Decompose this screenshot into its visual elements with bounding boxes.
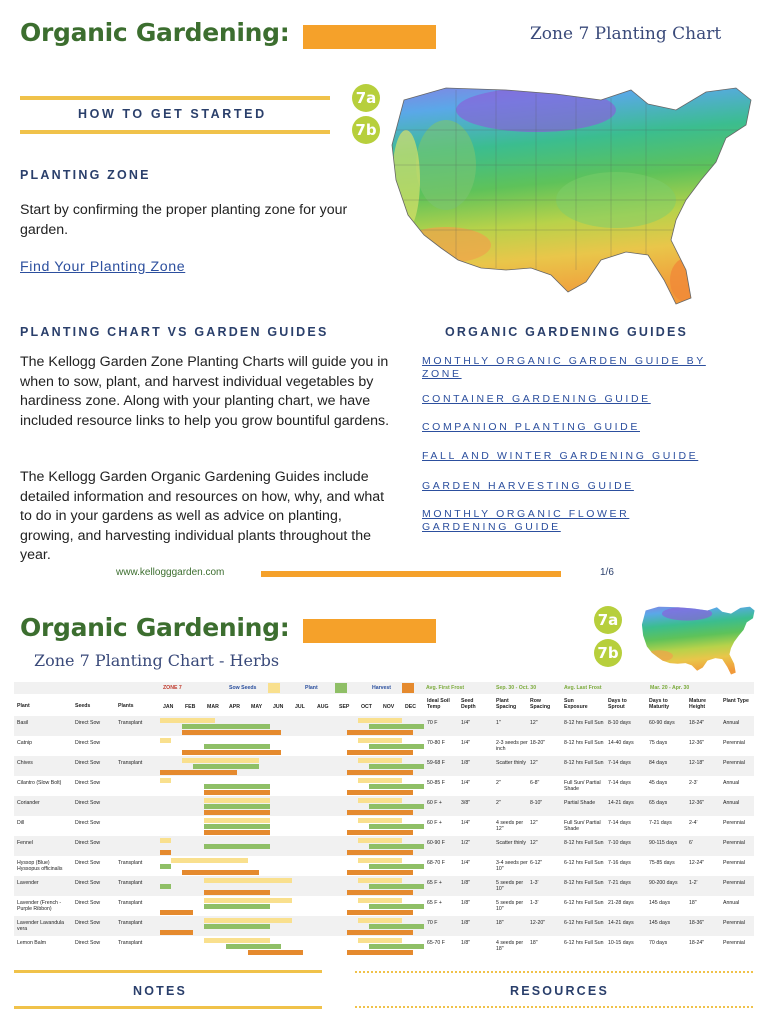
- cell-row: 8-10": [530, 800, 543, 806]
- cell-maturity: 60-90 days: [649, 720, 675, 726]
- legend-plant-swatch: [335, 683, 347, 693]
- cell-sprout: 7-10 days: [608, 840, 631, 846]
- plant-bar: [369, 944, 424, 949]
- cell-type: Annual: [723, 720, 740, 726]
- cell-row: 12": [530, 840, 538, 846]
- table-row: [14, 916, 754, 936]
- col-seeds: Seeds: [75, 703, 91, 709]
- sow-bar: [204, 938, 270, 943]
- cell-spacing: 2": [496, 800, 501, 806]
- cell-sun: 6-12 hrs Full Sun: [564, 920, 604, 926]
- notes-line-top: [14, 970, 322, 973]
- cell-sun: 6-12 hrs Full Sun: [564, 860, 604, 866]
- table-row: [14, 796, 754, 816]
- cell-plants: Transplant: [118, 860, 143, 866]
- page-subtitle: Zone 7 Planting Chart: [530, 24, 722, 44]
- notes-line-bottom: [14, 1006, 322, 1009]
- brand-title-2: Organic Gardening:: [20, 613, 290, 642]
- cell-soil: 60-90 F: [427, 840, 445, 846]
- zone-badge-7b-2: 7b: [594, 639, 622, 667]
- cell-depth: 1/2": [461, 840, 471, 846]
- harvest-bar: [347, 870, 413, 875]
- cell-soil: 60 F +: [427, 800, 442, 806]
- zone-badge-7b: 7b: [352, 116, 380, 144]
- cell-row: 18": [530, 940, 538, 946]
- first-frost-label: Avg. First Frost: [426, 685, 465, 691]
- zone-map-small: [640, 600, 758, 678]
- divider-bottom: [20, 130, 330, 134]
- sow-bar: [204, 878, 292, 883]
- plant-bar: [160, 884, 171, 889]
- legend-sow-label: Sow Seeds: [229, 685, 257, 691]
- plant-bar: [204, 804, 270, 809]
- cell-sun: 8-12 hrs Full Sun: [564, 840, 604, 846]
- sow-bar: [204, 898, 292, 903]
- intro-paragraph-2: The Kellogg Garden Organic Gardening Guides include detailed information and resources on how, why, and what to do in your gardens as well as advice on planting, growing, and harvesting individual plants throughout the year.: [20, 469, 385, 563]
- cell-soil: 65-70 F: [427, 940, 445, 946]
- zone-badge-7a-2: 7a: [594, 606, 622, 634]
- cell-plants: Transplant: [118, 880, 143, 886]
- cell-sprout: 14-40 days: [608, 740, 634, 746]
- sow-bar: [358, 798, 402, 803]
- cell-sprout: 7-14 days: [608, 820, 631, 826]
- cell-type: Perennial: [723, 760, 745, 766]
- cell-sprout: 7-14 days: [608, 780, 631, 786]
- cell-maturity: 90-115 days: [649, 840, 678, 846]
- cell-type: Perennial: [723, 840, 745, 846]
- plant-bar: [369, 864, 424, 869]
- cell-plants: Transplant: [118, 900, 143, 906]
- how-to-heading: HOW TO GET STARTED: [78, 107, 267, 121]
- harvest-bar: [347, 850, 413, 855]
- cell-spacing: 1": [496, 720, 501, 726]
- plant-bar: [369, 744, 424, 749]
- cell-seeds: Direct Sow: [75, 900, 101, 906]
- harvest-bar: [160, 850, 171, 855]
- sow-bar: [160, 718, 215, 723]
- sow-bar: [204, 918, 292, 923]
- harvest-bar: [347, 790, 413, 795]
- table-row: [14, 716, 754, 736]
- harvest-bar: [347, 830, 413, 835]
- table-header: [14, 696, 754, 714]
- cell-plant: Lavender Lavandula vera: [17, 920, 65, 933]
- footer-url[interactable]: www.kellogggarden.com: [116, 567, 225, 578]
- cell-maturity: 145 days: [649, 920, 671, 926]
- cell-type: Annual: [723, 900, 740, 906]
- cell-row: 6-8": [530, 780, 540, 786]
- cell-plant: Cilantro (Slow Bolt): [17, 780, 62, 786]
- cell-maturity: 75 days: [649, 740, 668, 746]
- col-sun: Sun Exposure: [564, 698, 588, 711]
- guide-link-container[interactable]: CONTAINER GARDENING GUIDE: [422, 393, 651, 405]
- sow-bar: [358, 818, 402, 823]
- cell-row: 12": [530, 760, 538, 766]
- plant-bar: [160, 864, 171, 869]
- cell-height: 18-24": [689, 720, 705, 726]
- cell-spacing: 4 seeds per 12": [496, 820, 524, 833]
- cell-seeds: Direct Sow: [75, 940, 101, 946]
- herbs-subtitle: Zone 7 Planting Chart - Herbs: [34, 651, 280, 670]
- cell-maturity: 145 days: [649, 900, 671, 906]
- title-accent-bar-2: [303, 619, 436, 643]
- cell-seeds: Direct Sow: [75, 780, 101, 786]
- cell-maturity: 45 days: [649, 780, 668, 786]
- cell-height: 12-18": [689, 760, 705, 766]
- sow-bar: [160, 838, 171, 843]
- col-plant: Plant: [17, 703, 30, 709]
- cell-plant: Chives: [17, 760, 33, 766]
- harvest-bar: [204, 810, 270, 815]
- month-header: JAN: [163, 704, 174, 710]
- footer-bar: [261, 571, 561, 577]
- cell-sun: Partial Shade: [564, 800, 596, 806]
- cell-depth: 3/8": [461, 800, 471, 806]
- divider-top: [20, 96, 330, 100]
- cell-height: 12-36": [689, 740, 705, 746]
- cell-soil: 70-80 F: [427, 740, 445, 746]
- col-height: Mature Height: [689, 698, 707, 711]
- cell-height: 12-24": [689, 860, 705, 866]
- plant-bar: [226, 944, 281, 949]
- harvest-bar: [204, 890, 270, 895]
- col-soil-temp: Ideal Soil Temp: [427, 698, 450, 711]
- sow-bar: [171, 858, 248, 863]
- cell-type: Perennial: [723, 880, 745, 886]
- sow-bar: [358, 718, 402, 723]
- cell-height: 18-24": [689, 940, 705, 946]
- cell-sprout: 14-21 days: [608, 920, 634, 926]
- cell-seeds: Direct Sow: [75, 740, 101, 746]
- cell-height: 18-36": [689, 920, 705, 926]
- table-row: [14, 776, 754, 796]
- cell-plant: Lavender (French - Purple Ribbon): [17, 900, 62, 913]
- harvest-bar: [347, 950, 413, 955]
- cell-plant: Dill: [17, 820, 25, 826]
- table-row: [14, 736, 754, 756]
- cell-spacing: 5 seeds per 10": [496, 880, 524, 893]
- notes-heading: NOTES: [133, 984, 188, 998]
- sow-bar: [358, 918, 402, 923]
- cell-row: 1-3': [530, 880, 539, 886]
- cell-plant: Coriander: [17, 800, 40, 806]
- sow-bar: [160, 738, 171, 743]
- last-frost-value: Mar. 20 - Apr. 30: [650, 685, 690, 691]
- cell-maturity: 65 days: [649, 800, 668, 806]
- cell-sprout: 7-21 days: [608, 880, 631, 886]
- month-header: JUN: [273, 704, 284, 710]
- cell-row: 1-3': [530, 900, 539, 906]
- cell-sun: 8-12 hrs Full Sun: [564, 760, 604, 766]
- cell-depth: 1/8": [461, 940, 471, 946]
- plant-bar: [369, 724, 424, 729]
- cell-row: 12": [530, 820, 538, 826]
- table-row: [14, 896, 754, 916]
- cell-row: 12": [530, 720, 538, 726]
- cell-type: Perennial: [723, 820, 745, 826]
- cell-row: 18-20": [530, 740, 546, 746]
- table-row: [14, 876, 754, 896]
- cell-spacing: Scatter thinly: [496, 840, 526, 846]
- cell-type: Perennial: [723, 740, 745, 746]
- plant-bar: [369, 884, 424, 889]
- find-zone-link[interactable]: Find Your Planting Zone: [20, 259, 186, 275]
- cell-sprout: 21-28 days: [608, 900, 634, 906]
- table-row: [14, 856, 754, 876]
- harvest-bar: [347, 930, 413, 935]
- resources-heading: RESOURCES: [510, 984, 609, 998]
- plant-bar: [369, 804, 424, 809]
- cell-plant: Catnip: [17, 740, 32, 746]
- cell-height: 2-4': [689, 820, 698, 826]
- us-map-small-icon: [640, 600, 758, 678]
- plant-bar: [204, 904, 270, 909]
- cell-soil: 65 F +: [427, 900, 442, 906]
- cell-sprout: 10-15 days: [608, 940, 634, 946]
- guide-link-fall-winter[interactable]: FALL AND WINTER GARDENING GUIDE: [422, 450, 699, 462]
- plant-bar: [369, 924, 424, 929]
- cell-seeds: Direct Sow: [75, 800, 101, 806]
- us-map-icon: [386, 70, 762, 312]
- chart-vs-guides-heading: PLANTING CHART VS GARDEN GUIDES: [20, 325, 329, 339]
- cell-sun: Full Sun/ Partial Shade: [564, 780, 601, 793]
- cell-seeds: Direct Sow: [75, 760, 101, 766]
- legend-plant-label: Plant: [305, 685, 318, 691]
- sow-bar: [358, 758, 402, 763]
- cell-soil: 70 F: [427, 920, 438, 926]
- cell-soil: 50-85 F: [427, 780, 445, 786]
- harvest-bar: [182, 730, 281, 735]
- zone-badge-7a: 7a: [352, 84, 380, 112]
- cell-seeds: Direct Sow: [75, 720, 101, 726]
- legend-sow-swatch: [268, 683, 280, 693]
- cell-spacing: 2": [496, 780, 501, 786]
- sow-bar: [358, 878, 402, 883]
- cell-soil: 70 F: [427, 720, 438, 726]
- plant-bar: [182, 724, 270, 729]
- month-header: APR: [229, 704, 240, 710]
- plant-bar: [204, 824, 270, 829]
- sow-bar: [358, 838, 402, 843]
- cell-type: Perennial: [723, 920, 745, 926]
- cell-seeds: Direct Sow: [75, 920, 101, 926]
- cell-plants: Transplant: [118, 920, 143, 926]
- plant-bar: [204, 844, 270, 849]
- cell-depth: 1/8": [461, 920, 471, 926]
- harvest-bar: [347, 910, 413, 915]
- cell-sun: 8-12 hrs Full Sun: [564, 740, 604, 746]
- cell-plant: Hyssop (Blue) Hyssopus officinalis: [17, 860, 63, 873]
- plant-bar: [204, 784, 270, 789]
- cell-depth: 1/8": [461, 900, 471, 906]
- guides-heading: ORGANIC GARDENING GUIDES: [445, 325, 689, 339]
- cell-spacing: 3-4 seeds per 10": [496, 860, 528, 873]
- cell-soil: 68-70 F: [427, 860, 445, 866]
- plant-bar: [193, 764, 259, 769]
- table-row: [14, 816, 754, 836]
- cell-row: 12-20": [530, 920, 546, 926]
- plant-bar: [204, 924, 270, 929]
- col-row-spacing: Row Spacing: [530, 698, 551, 711]
- harvest-bar: [347, 810, 413, 815]
- cell-type: Perennial: [723, 860, 745, 866]
- legend-harvest-swatch: [402, 683, 414, 693]
- harvest-bar: [182, 750, 281, 755]
- sow-bar: [204, 818, 270, 823]
- month-header: DEC: [405, 704, 416, 710]
- harvest-bar: [160, 930, 193, 935]
- harvest-bar: [204, 830, 270, 835]
- cell-soil: 60 F +: [427, 820, 442, 826]
- month-header: AUG: [317, 704, 329, 710]
- cell-soil: 59-68 F: [427, 760, 445, 766]
- cell-maturity: 7-21 days: [649, 820, 672, 826]
- cell-plant: Lavender: [17, 880, 39, 886]
- title-accent-bar: [303, 25, 436, 49]
- sow-bar: [358, 858, 402, 863]
- cell-maturity: 70 days: [649, 940, 668, 946]
- cell-sprout: 8-10 days: [608, 720, 631, 726]
- cell-maturity: 75-85 days: [649, 860, 675, 866]
- plant-bar: [204, 744, 270, 749]
- plant-bar: [369, 764, 424, 769]
- cell-sun: 6-12 hrs Full Sun: [564, 900, 604, 906]
- harvest-bar: [248, 950, 303, 955]
- intro-paragraph-1: The Kellogg Garden Zone Planting Charts will guide you in when to sow, plant, and harvest individual vegetables by hardiness zone. Along with your planting chart, we have included resource links to help you grow bountiful gardens.: [20, 354, 390, 429]
- plant-bar: [369, 844, 424, 849]
- cell-maturity: 90-200 days: [649, 880, 678, 886]
- guide-link-harvesting[interactable]: GARDEN HARVESTING GUIDE: [422, 480, 634, 492]
- col-type: Plant Type: [723, 698, 749, 704]
- harvest-bar: [204, 790, 270, 795]
- zone-map: [386, 70, 762, 312]
- harvest-bar: [347, 770, 413, 775]
- cell-depth: 1/4": [461, 720, 471, 726]
- month-header: OCT: [361, 704, 372, 710]
- cell-type: Annual: [723, 780, 740, 786]
- cell-plant: Lemon Balm: [17, 940, 47, 946]
- page-number: 1/6: [600, 567, 614, 578]
- cell-height: 1-2': [689, 880, 698, 886]
- cell-maturity: 84 days: [649, 760, 668, 766]
- harvest-bar: [347, 730, 413, 735]
- resources-dotted-top: [355, 971, 753, 973]
- cell-sun: 8-12 hrs Full Sun: [564, 880, 604, 886]
- first-frost-value: Sep. 30 - Oct. 30: [496, 685, 537, 691]
- harvest-bar: [347, 750, 413, 755]
- sow-bar: [358, 898, 402, 903]
- plant-bar: [369, 904, 424, 909]
- month-header: NOV: [383, 704, 395, 710]
- cell-seeds: Direct Sow: [75, 840, 101, 846]
- cell-height: 12-36": [689, 800, 705, 806]
- cell-type: Annual: [723, 800, 740, 806]
- cell-spacing: 18": [496, 920, 504, 926]
- harvest-bar: [347, 890, 413, 895]
- month-header: FEB: [185, 704, 196, 710]
- cell-depth: 1/4": [461, 740, 471, 746]
- sow-bar: [204, 798, 270, 803]
- cell-row: 6-12": [530, 860, 543, 866]
- cell-sprout: 7-14 days: [608, 760, 631, 766]
- sow-bar: [358, 938, 402, 943]
- planting-zone-heading: PLANTING ZONE: [20, 168, 151, 182]
- cell-depth: 1/8": [461, 760, 471, 766]
- col-plant-spacing: Plant Spacing: [496, 698, 517, 711]
- legend-zone: ZONE 7: [163, 685, 182, 691]
- brand-title: Organic Gardening:: [20, 18, 290, 47]
- cell-plant: Basil: [17, 720, 29, 726]
- cell-sprout: 7-16 days: [608, 860, 631, 866]
- cell-spacing: 5 seeds per 10": [496, 900, 524, 913]
- col-plants: Plants: [118, 703, 134, 709]
- table-row: [14, 756, 754, 776]
- sow-bar: [358, 778, 402, 783]
- col-sprout: Days to Sprout: [608, 698, 627, 711]
- table-row: [14, 836, 754, 856]
- cell-plants: Transplant: [118, 940, 143, 946]
- month-header: JUL: [295, 704, 305, 710]
- cell-sprout: 14-21 days: [608, 800, 634, 806]
- cell-sun: Full Sun/ Partial Shade: [564, 820, 601, 833]
- cell-plants: Transplant: [118, 760, 143, 766]
- cell-depth: 1/4": [461, 820, 471, 826]
- sow-bar: [160, 778, 171, 783]
- plant-bar: [369, 824, 424, 829]
- planting-zone-text: Start by confirming the proper planting zone for your garden.: [20, 202, 348, 238]
- cell-soil: 65 F +: [427, 880, 442, 886]
- guide-link-flower[interactable]: MONTHLY ORGANIC FLOWER GARDENING GUIDE: [422, 508, 630, 533]
- month-header: MAY: [251, 704, 263, 710]
- last-frost-label: Avg. Last Frost: [564, 685, 602, 691]
- month-header: SEP: [339, 704, 350, 710]
- cell-depth: 1/4": [461, 780, 471, 786]
- month-header: MAR: [207, 704, 219, 710]
- cell-seeds: Direct Sow: [75, 860, 101, 866]
- guide-link-companion[interactable]: COMPANION PLANTING GUIDE: [422, 421, 640, 433]
- cell-height: 2-3': [689, 780, 698, 786]
- cell-seeds: Direct Sow: [75, 880, 101, 886]
- col-seed-depth: Seed Depth: [461, 698, 476, 711]
- resources-dotted-bottom: [355, 1006, 753, 1008]
- harvest-bar: [160, 910, 193, 915]
- sow-bar: [182, 758, 259, 763]
- guide-link-monthly-zone[interactable]: MONTHLY ORGANIC GARDEN GUIDE BY ZONE: [422, 355, 706, 380]
- cell-depth: 1/4": [461, 860, 471, 866]
- cell-plant: Fennel: [17, 840, 33, 846]
- plant-bar: [369, 784, 424, 789]
- sow-bar: [358, 738, 402, 743]
- harvest-bar: [182, 870, 259, 875]
- cell-sun: 6-12 hrs Full Sun: [564, 940, 604, 946]
- table-row: [14, 936, 754, 956]
- legend-harvest-label: Harvest: [372, 685, 392, 691]
- cell-height: 18": [689, 900, 697, 906]
- cell-spacing: 2-3 seeds per inch: [496, 740, 528, 753]
- cell-sun: 8-12 hrs Full Sun: [564, 720, 604, 726]
- cell-height: 6': [689, 840, 693, 846]
- cell-spacing: 4 seeds per 18": [496, 940, 524, 953]
- cell-type: Perennial: [723, 940, 745, 946]
- cell-seeds: Direct Sow: [75, 820, 101, 826]
- cell-depth: 1/8": [461, 880, 471, 886]
- cell-spacing: Scatter thinly: [496, 760, 526, 766]
- harvest-bar: [160, 770, 237, 775]
- col-maturity: Days to Maturity: [649, 698, 670, 711]
- cell-plants: Transplant: [118, 720, 143, 726]
